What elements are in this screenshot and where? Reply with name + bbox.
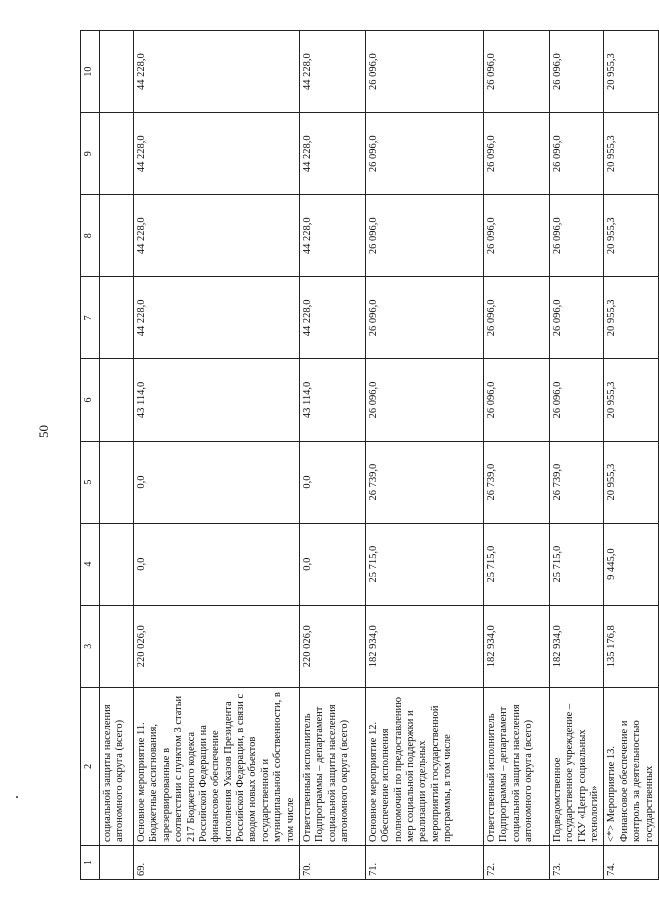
value-cell-col-7 [100,277,134,359]
row-number: 73. [549,845,604,879]
row-description: Ответственный исполнитель Подпрограммы – департамент социальной защиты населения автономного округа (всего) [299,687,365,845]
value-cell-col-8: 20 955,3 [604,195,659,277]
value-cell-col-6: 26 096,0 [483,359,549,441]
row-number: 72. [483,845,549,879]
table-row [134,31,300,880]
value-cell-col-9: 20 955,3 [604,113,659,195]
value-cell-col-8: 26 096,0 [483,195,549,277]
value-cell-col-6 [100,359,134,441]
column-header-9: 9 [81,113,100,195]
column-header-3: 3 [81,605,100,687]
row-description: Подведомственное государственное учреждение – ГКУ «Центр социальных технологий» [549,687,604,845]
column-header-6: 6 [81,359,100,441]
value-cell-col-3: 182 934,0 [483,605,549,687]
scan-speck [16,796,18,798]
row-description: Основное мероприятие 12. Обеспечение исполнения полномочий по предоставлению мер социальной поддержки и реализации отдельных мероприятий государственной программы, в том числе [365,687,483,845]
row-number: 70. [299,845,365,879]
table-row [604,31,659,880]
value-cell-col-7: 44 228,0 [134,277,300,359]
value-cell-col-10: 44 228,0 [299,31,365,113]
value-cell-col-6: 43 114,0 [134,359,300,441]
column-header-8: 8 [81,195,100,277]
value-cell-col-4: 0,0 [134,523,300,605]
value-cell-col-3: 182 934,0 [549,605,604,687]
value-cell-col-5: 0,0 [299,441,365,523]
value-cell-col-7: 20 955,3 [604,277,659,359]
value-cell-col-6: 26 096,0 [365,359,483,441]
page-number: 50 [36,425,51,438]
table-row [100,31,134,880]
table-body [100,31,659,880]
value-cell-col-8: 44 228,0 [134,195,300,277]
column-header-10: 10 [81,31,100,113]
value-cell-col-4: 25 715,0 [549,523,604,605]
value-cell-col-9: 26 096,0 [483,113,549,195]
row-number: 69. [134,845,300,879]
row-number: 71. [365,845,483,879]
value-cell-col-10: 44 228,0 [134,31,300,113]
value-cell-col-10 [100,31,134,113]
value-cell-col-5: 0,0 [134,441,300,523]
value-cell-col-4: 9 445,0 [604,523,659,605]
row-number [100,845,134,879]
value-cell-col-8: 26 096,0 [549,195,604,277]
value-cell-col-5: 26 739,0 [365,441,483,523]
value-cell-col-5: 26 739,0 [549,441,604,523]
column-header-4: 4 [81,523,100,605]
value-cell-col-5 [100,441,134,523]
value-cell-col-8: 44 228,0 [299,195,365,277]
value-cell-col-4 [100,523,134,605]
value-cell-col-10: 26 096,0 [483,31,549,113]
value-cell-col-6: 43 114,0 [299,359,365,441]
row-description: <*> Мероприятие 13. Финансовое обеспечение и контроль за деятельностью государственных [604,687,659,845]
value-cell-col-6: 26 096,0 [549,359,604,441]
value-cell-col-10: 26 096,0 [365,31,483,113]
table-row [483,31,549,880]
value-cell-col-3: 220 026,0 [134,605,300,687]
table-row [365,31,483,880]
table-row [549,31,604,880]
column-header-1: 1 [81,845,100,879]
value-cell-col-10: 20 955,3 [604,31,659,113]
column-header-7: 7 [81,277,100,359]
value-cell-col-10: 26 096,0 [549,31,604,113]
budget-table [80,30,659,880]
value-cell-col-9 [100,113,134,195]
column-header-5: 5 [81,441,100,523]
value-cell-col-3 [100,605,134,687]
value-cell-col-4: 25 715,0 [365,523,483,605]
value-cell-col-5: 26 739,0 [483,441,549,523]
value-cell-col-8 [100,195,134,277]
value-cell-col-7: 26 096,0 [549,277,604,359]
value-cell-col-6: 20 955,3 [604,359,659,441]
row-number: 74. [604,845,659,879]
value-cell-col-3: 182 934,0 [365,605,483,687]
value-cell-col-7: 44 228,0 [299,277,365,359]
row-description: социальной защиты населения автономного округа (всего) [100,687,134,845]
row-description: Ответственный исполнитель Подпрограммы – департамент социальной защиты населения автономного округа (всего) [483,687,549,845]
value-cell-col-7: 26 096,0 [483,277,549,359]
value-cell-col-8: 26 096,0 [365,195,483,277]
value-cell-col-4: 25 715,0 [483,523,549,605]
row-description: Основное мероприятие 11. Бюджетные ассигнования, зарезервированные в соответствии с пунктом 3 статьи 217 Бюджетного кодекса Российской Федерации на финансовое обеспечение исполнения Указов Президента Российской Федерации, в связи с вводом новых объектов государственной и муниципальной собственности, в том числе [134,687,300,845]
value-cell-col-5: 20 955,3 [604,441,659,523]
value-cell-col-4: 0,0 [299,523,365,605]
value-cell-col-7: 26 096,0 [365,277,483,359]
table-row [299,31,365,880]
value-cell-col-9: 26 096,0 [365,113,483,195]
value-cell-col-9: 26 096,0 [549,113,604,195]
value-cell-col-9: 44 228,0 [134,113,300,195]
rotated-table-container [80,30,655,880]
header-row [81,31,100,880]
column-header-2: 2 [81,687,100,845]
value-cell-col-3: 220 026,0 [299,605,365,687]
value-cell-col-3: 135 176,8 [604,605,659,687]
value-cell-col-9: 44 228,0 [299,113,365,195]
